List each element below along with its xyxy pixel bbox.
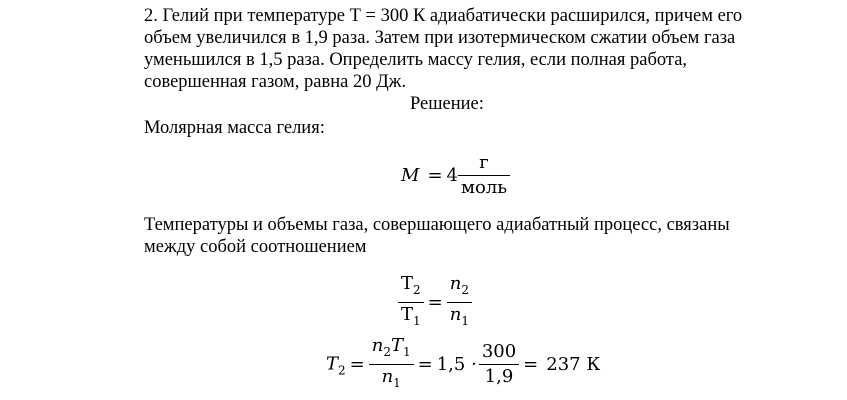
unit-numerator: г <box>458 153 510 176</box>
t1-symbol: T <box>401 304 414 325</box>
n2t1-over-n1 <box>369 336 414 393</box>
adiabatic-line-2: между собой соотношением <box>144 237 367 257</box>
t1-subscript: 1 <box>413 314 421 328</box>
molar-mass-coefficient: 4 <box>446 165 458 186</box>
den-n-subscript: 1 <box>393 376 401 390</box>
equals-sign: = <box>427 165 443 186</box>
problem-line-1: 2. Гелий при температуре Т = 300 К адиабатически расширился, причем его <box>144 6 743 26</box>
problem-line-3: уменьшился в 1,5 раза. Определить массу гелия, если полная работа, <box>144 50 688 70</box>
temperature-ratio <box>398 274 424 331</box>
problem-line-4: совершенная газом, равна 20 Дж. <box>144 72 407 92</box>
n1-subscript: 1 <box>461 314 469 328</box>
unit-denominator: моль <box>460 177 508 198</box>
t2-lhs-symbol: T <box>326 353 339 375</box>
t2-subscript: 2 <box>413 283 421 297</box>
den-n-symbol: n <box>381 366 394 387</box>
numeric-fraction <box>479 342 519 387</box>
fraction-numerator: 300 <box>479 342 519 365</box>
equals-sign: = <box>427 292 443 313</box>
molar-mass-unit <box>458 153 510 198</box>
adiabatic-description <box>144 214 784 258</box>
equals-sign-3: = <box>523 354 539 375</box>
molar-mass-label: Молярная масса гелия: <box>144 118 325 138</box>
t2-symbol: T <box>401 273 414 294</box>
n2-subscript: 2 <box>461 283 469 297</box>
n2-symbol: n <box>449 273 462 294</box>
molar-mass-formula <box>401 153 510 198</box>
problem-statement <box>144 5 764 93</box>
problem-line-2: объем увеличился в 1,9 раза. Затем при изотермическом сжатии объем газа <box>144 28 736 48</box>
t2-calculation-formula <box>326 336 604 393</box>
n1-symbol: n <box>449 304 462 325</box>
num-n-symbol: n <box>371 335 384 356</box>
adiabatic-line-1: Температуры и объемы газа, совершающего адиабатный процесс, связаны <box>144 215 730 235</box>
factor-value: 1,5 · <box>436 354 477 375</box>
solution-heading: Решение: <box>410 94 484 114</box>
t2-lhs-subscript: 2 <box>338 363 346 378</box>
num-t-subscript: 1 <box>403 345 411 359</box>
volume-ratio <box>447 274 472 331</box>
num-n-subscript: 2 <box>383 345 391 359</box>
num-t-symbol: T <box>390 335 403 356</box>
t2-result: 237 К <box>546 354 601 375</box>
equals-sign-2: = <box>417 354 433 375</box>
equals-sign-1: = <box>349 354 365 375</box>
temperature-ratio-formula <box>398 274 472 331</box>
fraction-denominator: 1,9 <box>484 366 514 387</box>
molar-mass-symbol: M <box>401 165 420 186</box>
